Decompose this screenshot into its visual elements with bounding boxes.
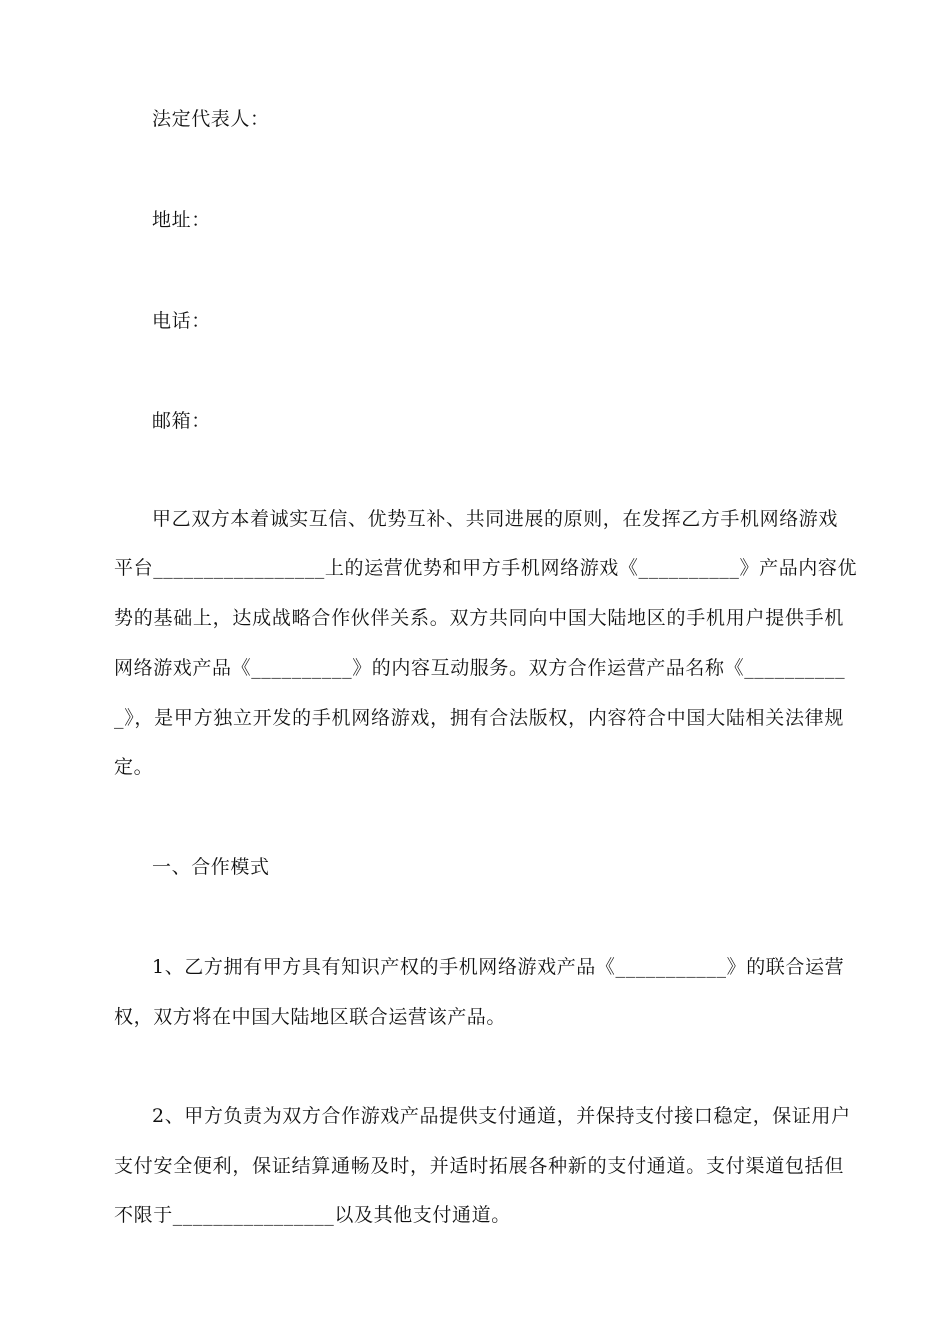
- phone-field: 电话：: [152, 310, 211, 332]
- intro-line: 甲乙双方本着诚实互信、优势互补、共同进展的原则，在发挥乙方手机网络游戏: [152, 508, 839, 530]
- clause-2-line: 不限于________________以及其他支付通道。: [114, 1204, 511, 1226]
- intro-line: 势的基础上，达成战略合作伙伴关系。双方共同向中国大陆地区的手机用户提供手机: [114, 607, 844, 629]
- clause-1-line: 权，双方将在中国大陆地区联合运营该产品。: [114, 1006, 507, 1028]
- section-heading: 一、合作模式: [152, 856, 270, 878]
- intro-line: 网络游戏产品《__________》的内容互动服务。双方合作运营产品名称《__________: [114, 657, 846, 679]
- clause-1-line: 1、乙方拥有甲方具有知识产权的手机网络游戏产品《___________》的联合运营: [152, 956, 845, 978]
- intro-line: 定。: [114, 756, 154, 778]
- clause-2-line: 2、甲方负责为双方合作游戏产品提供支付通道，并保持支付接口稳定，保证用户: [152, 1105, 851, 1127]
- email-field: 邮箱：: [152, 410, 211, 432]
- legal-representative-field: 法定代表人：: [152, 108, 270, 130]
- clause-2-line: 支付安全便利，保证结算通畅及时，并适时拓展各种新的支付通道。支付渠道包括但: [114, 1155, 844, 1177]
- address-field: 地址：: [152, 209, 211, 231]
- intro-line: 平台_________________上的运营优势和甲方手机网络游戏《__________》产品内容优: [114, 557, 858, 579]
- intro-line: _》，是甲方独立开发的手机网络游戏，拥有合法版权，内容符合中国大陆相关法律规: [114, 707, 844, 729]
